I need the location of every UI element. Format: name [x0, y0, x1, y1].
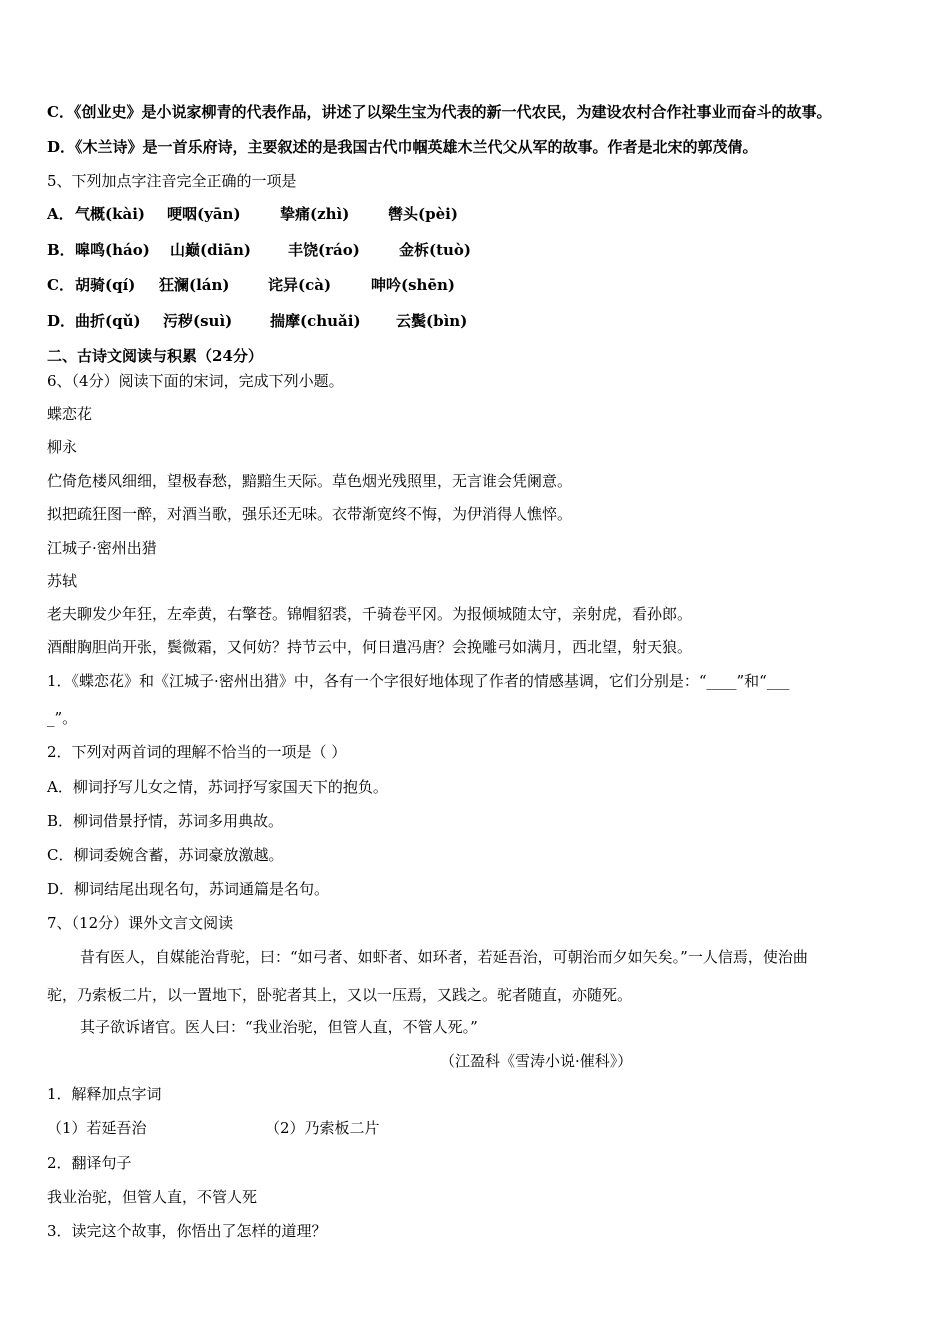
- q7-passage-line: 其子欲诉诸官。医人曰：“我业治驼，但管人直，不管人死。”: [80, 1018, 478, 1036]
- q6-sub2-option-d: D．柳词结尾出现名句，苏词通篇是名句。: [47, 880, 330, 898]
- q7-sub2: 2．翻译句子: [47, 1154, 132, 1172]
- q5-option-c-label: C．: [47, 276, 74, 294]
- q5-option-c-item: 狂澜(lán): [159, 276, 230, 294]
- question-5-stem: 5、下列加点字注音完全正确的一项是: [47, 172, 297, 190]
- poem-2-author: 苏轼: [47, 572, 78, 590]
- poem-1-line: 拟把疏狂图一醉，对酒当歌，强乐还无味。衣带渐宽终不悔，为伊消得人憔悴。: [47, 505, 573, 523]
- q7-sub1-item: （1）若延吾治: [47, 1119, 147, 1137]
- q7-sub1: 1．解释加点字词: [47, 1085, 162, 1103]
- q5-option-d-item: 污秽(suì): [163, 312, 233, 330]
- q5-option-d-item: 云鬓(bìn): [396, 312, 468, 330]
- poem-1-line: 伫倚危楼风细细，望极春愁，黯黯生天际。草色烟光残照里，无言谁会凭阑意。: [47, 472, 573, 490]
- q5-option-c-item: 诧异(cà): [268, 276, 332, 294]
- q7-source: （江盈科《雪涛小说·催科》）: [440, 1052, 633, 1070]
- q5-option-b-item: 丰饶(ráo): [288, 241, 360, 259]
- poem-2-title: 江城子·密州出猎: [47, 539, 157, 557]
- q5-option-d-item: 曲折(qǔ): [75, 312, 141, 330]
- q5-option-b-label: B．: [47, 241, 75, 259]
- q5-option-a-item: 辔头(pèi): [388, 205, 458, 223]
- q6-sub2-option-a: A．柳词抒写儿女之情，苏词抒写家国天下的抱负。: [47, 778, 388, 796]
- section-2-title: 二、古诗文阅读与积累（24分）: [47, 347, 263, 365]
- q5-option-c-item: 胡骑(qí): [75, 276, 136, 294]
- option-d-line: D．《木兰诗》是一首乐府诗，主要叙述的是我国古代巾帼英雄木兰代父从军的故事。作者是北宋的郭茂倩。: [47, 138, 758, 156]
- q5-option-d-item: 揣摩(chuǎi): [270, 312, 361, 330]
- poem-1-title: 蝶恋花: [47, 405, 93, 423]
- q5-option-c-item: 呻吟(shēn): [371, 276, 455, 294]
- q5-option-b-item: 金柝(tuò): [399, 241, 472, 259]
- q5-option-a-item: 哽咽(yān): [167, 205, 241, 223]
- q5-option-a-item: 气概(kài): [75, 205, 146, 223]
- q5-option-b-item: 山巅(diān): [170, 241, 252, 259]
- q7-sub3: 3．读完这个故事，你悟出了怎样的道理？: [47, 1222, 327, 1240]
- q6-sub2-option-c: C．柳词委婉含蓄，苏词豪放激越。: [47, 846, 284, 864]
- question-7-stem: 7、（12分）课外文言文阅读: [47, 914, 234, 932]
- q6-sub2-stem: 2．下列对两首词的理解不恰当的一项是（ ）: [47, 743, 347, 761]
- q7-passage-line: 昔有医人，自媒能治背驼，曰：“如弓者、如虾者、如环者，若延吾治，可朝治而夕如矢矣。”一人信焉，使治曲: [80, 948, 808, 966]
- q6-sub1-line: 1．《蝶恋花》和《江城子·密州出猎》中，各有一个字很好地体现了作者的情感基调，它们分别是：“____”和“___: [47, 672, 790, 690]
- option-c-line: C．《创业史》是小说家柳青的代表作品，讲述了以梁生宝为代表的新一代农民，为建设农村合作社事业而奋斗的故事。: [47, 103, 832, 121]
- q5-option-a-label: A．: [47, 205, 74, 223]
- poem-2-line: 老夫聊发少年狂，左牵黄，右擎苍。锦帽貂裘，千骑卷平冈。为报倾城随太守，亲射虎，看孙郎。: [47, 605, 693, 623]
- q5-option-d-label: D．: [47, 312, 76, 330]
- q5-option-b-item: 嗥鸣(háo): [75, 241, 150, 259]
- q7-sub2-sentence: 我业治驼，但管人直，不管人死: [47, 1188, 258, 1206]
- q7-passage-line: 驼，乃索板二片，以一置地下，卧驼者其上，又以一压焉，又践之。驼者随直，亦随死。: [47, 986, 633, 1004]
- q5-option-a-item: 挚痛(zhì): [280, 205, 350, 223]
- poem-1-author: 柳永: [47, 438, 78, 456]
- question-6-stem: 6、（4分）阅读下面的宋词，完成下列小题。: [47, 372, 344, 390]
- q6-sub1-line-cont: _”。: [47, 709, 78, 727]
- q6-sub2-option-b: B．柳词借景抒情，苏词多用典故。: [47, 812, 284, 830]
- poem-2-line: 酒酣胸胆尚开张，鬓微霜，又何妨？持节云中，何日遣冯唐？会挽雕弓如满月，西北望，射天狼。: [47, 638, 693, 656]
- q7-sub1-item: （2）乃索板二片: [265, 1119, 380, 1137]
